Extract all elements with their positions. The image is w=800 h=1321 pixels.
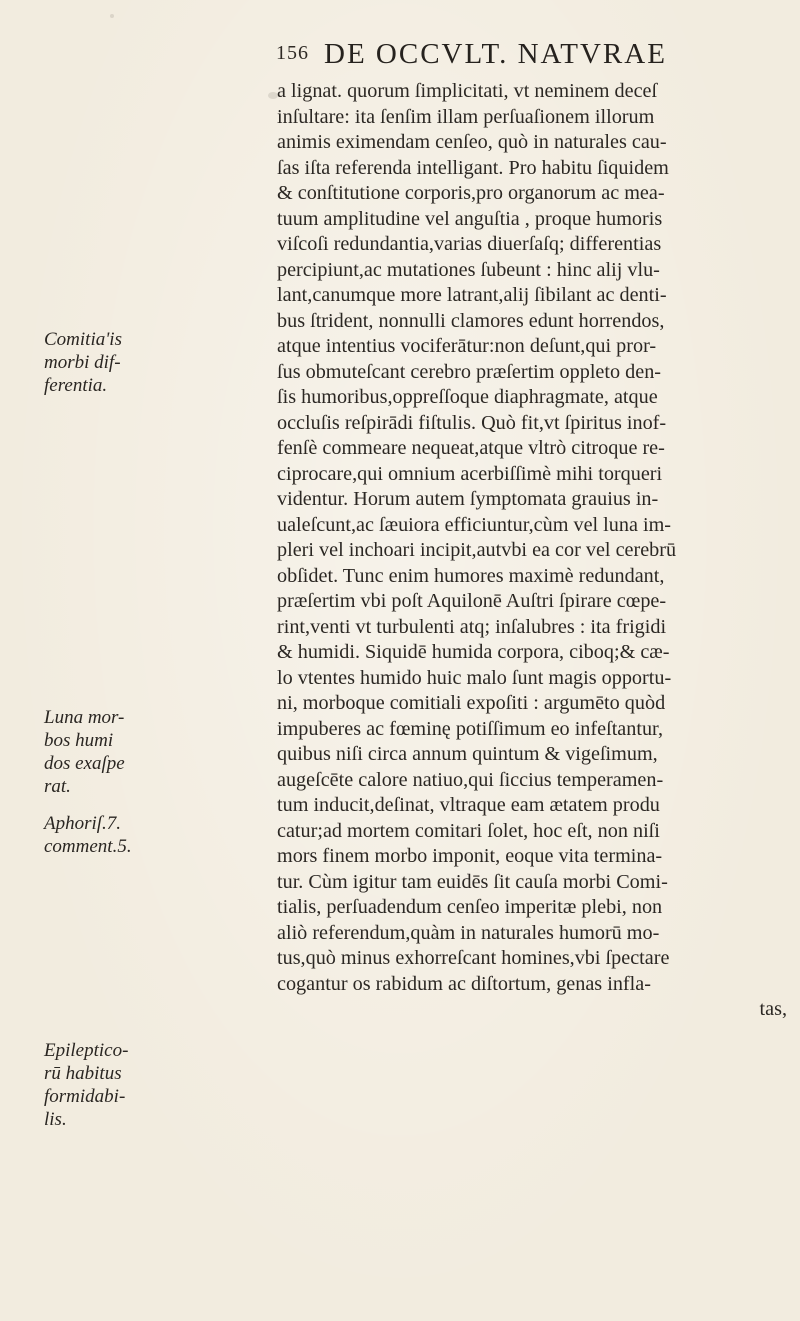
ink-spot	[110, 14, 114, 18]
margin-note-line: Aphoriſ.7.	[44, 813, 122, 834]
text-line: ciprocare,qui omnium acerbiſſimè mihi torqueri	[277, 462, 663, 485]
margin-note-line: bos humi	[44, 730, 114, 751]
catchword: tas,	[759, 998, 787, 1020]
ink-spot	[268, 92, 278, 99]
text-line: cogantur os rabidum ac diſtortum, genas infla-	[277, 972, 651, 995]
text-line: lant,canumque more latrant,alij ſibilant ac denti-	[277, 284, 667, 306]
text-line: videntur. Horum autem ſymptomata grauius in-	[277, 488, 659, 510]
text-line: ſus obmuteſcant cerebro præſertim oppleto den-	[277, 360, 662, 383]
text-line: viſcoſi redundantia,varias diuerſaſq; differentias	[277, 233, 662, 255]
margin-note-line: dos exaſpe	[44, 753, 125, 774]
text-line: quibus niſi circa annum quintum & vigeſimum,	[277, 743, 658, 765]
text-line: ſas iſta referenda intelligant. Pro habitu ſiquidem	[277, 156, 669, 179]
running-title: DE OCCVLT. NATVRAE	[324, 38, 667, 70]
text-line: tum inducit,deſinat, vltraque eam ætatem produ	[277, 794, 660, 816]
margin-note-line: rū habitus	[44, 1063, 122, 1084]
text-line: percipiunt,ac mutationes ſubeunt : hinc alij vlu-	[277, 258, 660, 281]
text-line: a lignat. quorum ſimplicitati, vt neminem deceſ	[277, 80, 658, 102]
margin-note-line: morbi dif-	[44, 352, 121, 373]
margin-note-line: lis.	[44, 1109, 67, 1130]
text-line: & humidi. Siquidē humida corpora, ciboq;& cæ-	[277, 641, 670, 663]
margin-note-line: Luna mor-	[44, 707, 125, 728]
text-line: pleri vel inchoari incipit,autvbi ea cor vel cerebrū	[277, 539, 677, 561]
margin-note-line: ferentia.	[44, 375, 108, 396]
text-line: tus,quò minus exhorreſcant homines,vbi ſpectare	[277, 947, 670, 969]
text-line: ni, morboque comitiali expoſiti : argumēto quòd	[277, 692, 666, 714]
text-line: lo vtentes humido huic malo ſunt magis opportu-	[277, 666, 672, 689]
text-line: catur;ad mortem comitari ſolet, hoc eſt, non niſi	[277, 819, 660, 842]
text-line: tuum amplitudine vel anguſtia , proque humoris	[277, 207, 663, 230]
text-line: ſis humoribus,oppreſſoque diaphragmate, atque	[277, 386, 658, 408]
text-line: atque intentius vociferātur:non deſunt,qui pror-	[277, 335, 657, 357]
text-line: occluſis reſpirādi fiſtulis. Quò fit,vt ſpiritus inof-	[277, 411, 667, 434]
text-line: & conſtitutione corporis,pro organorum ac mea-	[277, 182, 665, 204]
text-line: præſertim vbi poſt Aquilonē Auſtri ſpirare cœpe-	[277, 590, 667, 612]
page-header	[276, 38, 796, 78]
text-line: inſultare: ita ſenſim illam perſuaſionem illorum	[277, 105, 655, 128]
text-line: tialis, perſuadendum cenſeo imperitæ plebi, non	[277, 896, 663, 918]
page-number: 156	[276, 42, 309, 64]
text-line: ualeſcunt,ac ſæuiora efficiuntur,cùm vel luna im-	[277, 513, 672, 536]
main-text-block	[277, 79, 789, 1023]
margin-note-aphorism	[44, 812, 132, 858]
margin-note-differentia	[44, 328, 122, 397]
text-line: mors finem morbo imponit, eoque vita termina-	[277, 845, 663, 867]
margin-note-line: rat.	[44, 776, 71, 797]
margin-note-line: comment.5.	[44, 836, 132, 857]
text-line: fenſè commeare nequeat,atque vltrò citroque re-	[277, 437, 665, 459]
margin-note-line: formidabi-	[44, 1086, 126, 1107]
margin-note-line: Comitia'is	[44, 329, 122, 350]
margin-note-luna	[44, 706, 125, 798]
text-line: augeſcēte calore natiuo,qui ſiccius temperamen-	[277, 768, 664, 791]
margin-note-line: Epileptico-	[44, 1040, 129, 1061]
text-line: impuberes ac fœminę potiſſimum eo infeſtantur,	[277, 717, 664, 740]
margin-note-epileptico	[44, 1039, 128, 1131]
text-line: obſidet. Tunc enim humores maximè redundant,	[277, 564, 665, 587]
text-line: rint,venti vt turbulenti atq; inſalubres : ita frigidi	[277, 615, 667, 638]
text-line: animis eximendam cenſeo, quò in naturales cau-	[277, 131, 667, 153]
text-line: aliò referendum,quàm in naturales humorū mo-	[277, 921, 660, 944]
text-line: bus ſtrident, nonnulli clamores edunt horrendos,	[277, 309, 665, 332]
text-line: tur. Cùm igitur tam euidēs ſit cauſa morbi Comi-	[277, 870, 668, 893]
